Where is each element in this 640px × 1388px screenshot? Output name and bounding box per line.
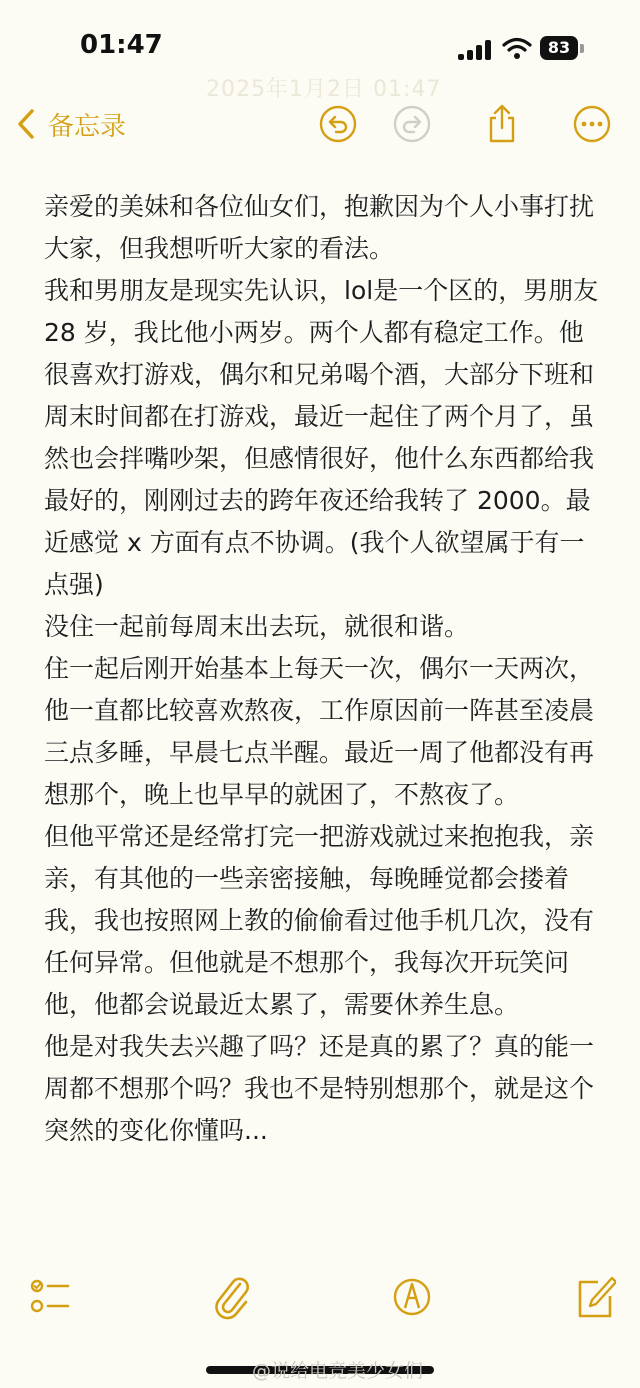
nav-bar	[0, 96, 640, 156]
more-button[interactable]	[572, 104, 612, 144]
chevron-left-icon	[14, 108, 38, 140]
more-icon	[572, 104, 612, 144]
checklist-button[interactable]	[30, 1274, 70, 1320]
bottom-toolbar	[0, 1274, 640, 1324]
share-button[interactable]	[482, 104, 522, 144]
markup-icon	[392, 1274, 432, 1320]
redo-button[interactable]	[392, 104, 432, 144]
back-button[interactable]	[14, 102, 126, 146]
note-paragraph: 我和男朋友是现实先认识，lol是一个区的，男朋友 28 岁，我比他小两岁。两个人都有稳定工作。他很喜欢打游戏，偶尔和兄弟喝个酒，大部分下班和周末时间都在打游戏，最近一起住了两个月了，虽然也会拌嘴吵架，但感情很好，他什么东西都给我最好的，刚刚过去的跨年夜还给我转了 2000。最近感觉 x 方面有点不协调。(我个人欲望属于有一点强)	[44, 276, 607, 599]
note-paragraph: 住一起后刚开始基本上每天一次，偶尔一天两次，他一直都比较喜欢熬夜，工作原因前一阵甚至凌晨三点多睡，早晨七点半醒。最近一周了他都没有再想那个，晚上也早早的就困了，不熬夜了。	[44, 654, 595, 809]
undo-button[interactable]	[318, 104, 358, 144]
watermark: @说给电竞美少女们	[252, 1360, 424, 1382]
note-paragraph: 没住一起前每周末出去玩，就很和谐。	[44, 612, 470, 641]
redo-icon	[392, 104, 432, 144]
compose-icon	[576, 1274, 616, 1320]
attach-button[interactable]	[212, 1274, 252, 1320]
undo-icon	[318, 104, 358, 144]
status-time: 01:47	[80, 30, 163, 60]
cellular-signal-icon	[458, 40, 492, 60]
share-icon	[482, 104, 522, 144]
note-paragraph: 亲爱的美妹和各位仙女们，抱歉因为个人小事打扰大家，但我想听听大家的看法。	[44, 192, 595, 263]
note-paragraph: 他是对我失去兴趣了吗？还是真的累了？真的能一周都不想那个吗？我也不是特别想那个，就是这个突然的变化你懂吗...	[44, 1032, 595, 1145]
paperclip-icon	[212, 1274, 252, 1320]
home-area	[0, 1352, 640, 1388]
back-label: 备忘录	[48, 111, 127, 142]
battery-level: 83	[540, 36, 578, 60]
note-body[interactable]	[44, 186, 607, 1152]
battery-tip	[580, 44, 584, 53]
checklist-icon	[30, 1274, 70, 1320]
note-date: 2025年1月2日 01:47	[206, 77, 442, 102]
compose-button[interactable]	[576, 1274, 616, 1320]
wifi-icon	[502, 36, 532, 60]
note-paragraph: 但他平常还是经常打完一把游戏就过来抱抱我，亲亲，有其他的一些亲密接触，每晚睡觉都会搂着我，我也按照网上教的偷偷看过他手机几次，没有任何异常。但他就是不想那个，我每次开玩笑问他，他都会说最近太累了，需要休养生息。	[44, 822, 595, 1019]
markup-button[interactable]	[392, 1274, 432, 1320]
